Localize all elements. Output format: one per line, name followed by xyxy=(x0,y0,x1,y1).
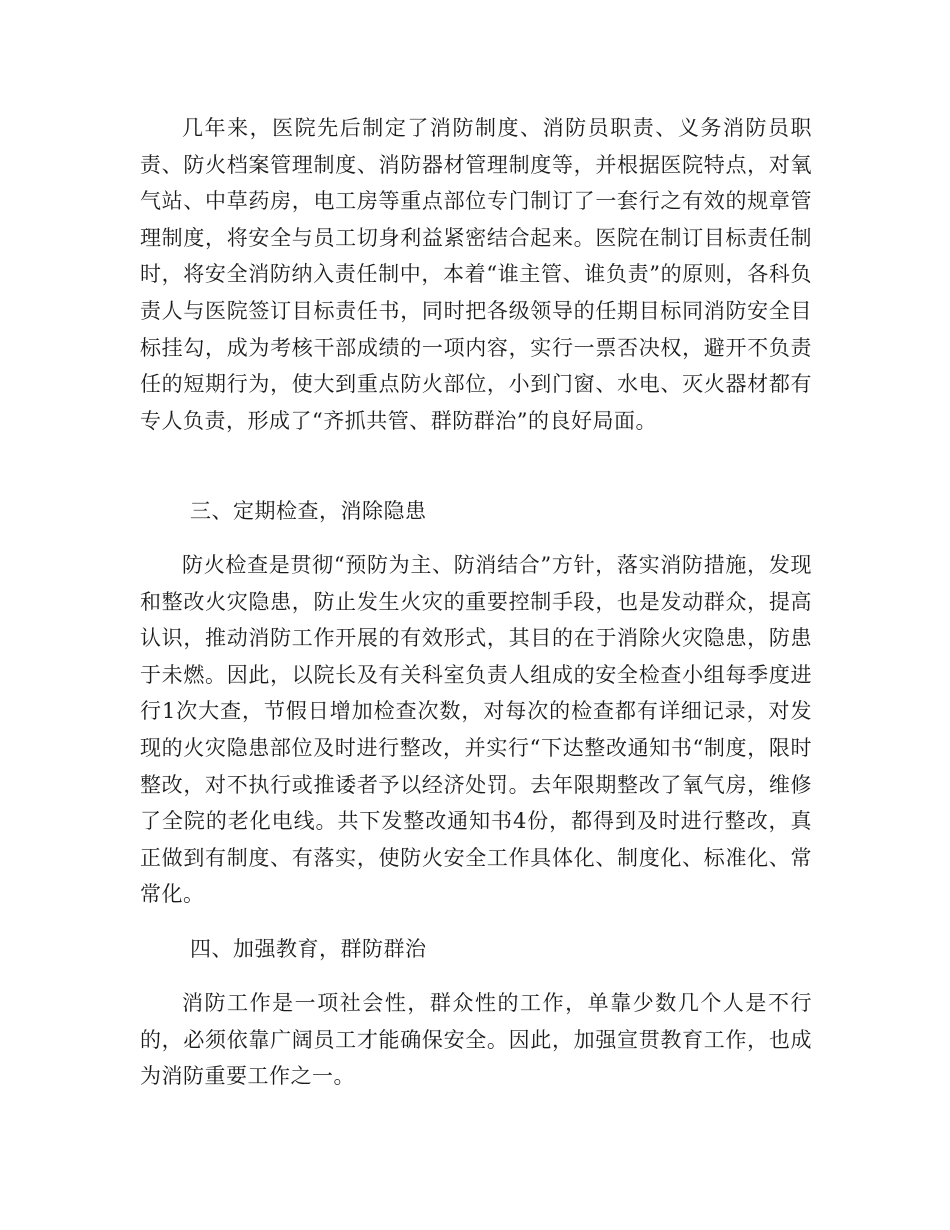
paragraph-fire-safety-rules: 几年来，医院先后制定了消防制度、消防员职责、义务消防员职责、防火档案管理制度、消防器材管理制度等，并根据医院特点，对氧气站、中草药房，电工房等重点部位专门制订了一套行之有效的规章管理制度，将安全与员工切身利益紧密结合起来。医院在制订目标责任制时，将安全消防纳入责任制中，本着“谁主管、谁负责”的原则，各科负责人与医院签订目标责任书，同时把各级领导的任期目标同消防安全目标挂勾，成为考核干部成绩的一项内容，实行一票否决权，避开不负责任的短期行为，使大到重点防火部位，小到门窗、水电、灭火器材都有专人负责，形成了“齐抓共管、群防群治”的良好局面。 xyxy=(140,116,812,433)
paragraph-fire-inspection: 防火检查是贯彻“预防为主、防消结合”方针，落实消防措施，发现和整改火灾隐患，防止发生火灾的重要控制手段，也是发动群众，提高认识，推动消防工作开展的有效形式，其目的在于消除火灾隐患，防患于未燃。因此，以院长及有关科室负责人组成的安全检查小组每季度进行1次大查，节假日增加检查次数，对每次的检查都有详细记录，对发现的火灾隐患部位及时进行整改，并实行“下达整改通知书“制度，限时整改，对不执行或推诿者予以经济处罚。去年限期整改了氧气房，维修了全院的老化电线。共下发整改通知书4份，都得到及时进行整改，真正做到有制度、有落实，使防火安全工作具体化、制度化、标准化、常常化。 xyxy=(140,553,812,907)
section-heading-regular-inspection: 三、定期检查，消除隐患 xyxy=(190,499,427,523)
paragraph-fire-education: 消防工作是一项社会性，群众性的工作，单靠少数几个人是不行的，必须依靠广阔员工才能确保安全。因此，加强宣贯教育工作，也成为消防重要工作之一。 xyxy=(140,991,812,1089)
section-heading-education: 四、加强教育，群防群治 xyxy=(190,937,427,961)
